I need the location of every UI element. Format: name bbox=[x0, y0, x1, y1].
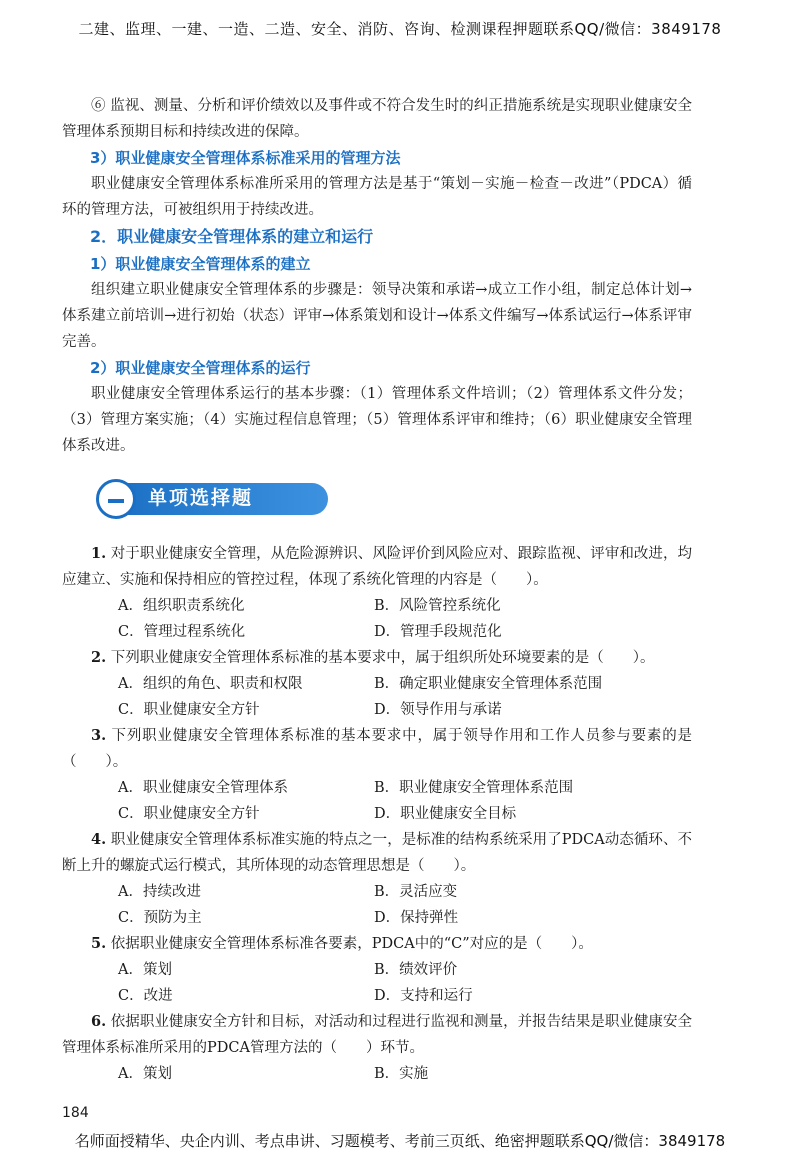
option-a: A．持续改进 bbox=[118, 884, 201, 900]
option-a: A．职业健康安全管理体系 bbox=[118, 780, 288, 796]
option-c: C．改进 bbox=[118, 988, 173, 1004]
question-item bbox=[62, 541, 692, 645]
question-text: 职业健康安全管理体系标准实施的特点之一，是标准的结构系统采用了PDCA动态循环、不断上升的螺旋式运行模式，其所体现的动态管理思想是（ ）。 bbox=[62, 832, 693, 874]
heading-run: 2）职业健康安全管理体系的运行 bbox=[90, 359, 311, 377]
dash-icon bbox=[108, 499, 124, 503]
question-text: 依据职业健康安全管理体系标准各要素，PDCA中的“C”对应的是（ ）。 bbox=[110, 936, 593, 952]
bottom-promo-banner: 名师面授精华、央企内训、考点串讲、习题模考、考前三页纸、绝密押题联系QQ/微信：3849178 bbox=[74, 1132, 726, 1150]
option-a: A．策划 bbox=[118, 962, 172, 978]
option-c: C．管理过程系统化 bbox=[118, 624, 246, 640]
question-text: 下列职业健康安全管理体系标准的基本要求中，属于组织所处环境要素的是（ ）。 bbox=[110, 650, 655, 666]
option-b: B．确定职业健康安全管理体系范围 bbox=[374, 676, 603, 692]
question-item bbox=[62, 723, 692, 827]
paragraph-item-6: ⑥ 监视、测量、分析和评价绩效以及事件或不符合发生时的纠正措施系统是实现职业健康安全管理体系预期目标和持续改进的保障。 bbox=[62, 98, 692, 140]
option-b: B．绩效评价 bbox=[374, 962, 458, 978]
page-number: 184 bbox=[62, 1105, 89, 1121]
question-item bbox=[62, 1009, 692, 1087]
question-number: 5. bbox=[91, 935, 107, 952]
paragraph-build: 组织建立职业健康安全管理体系的步骤是：领导决策和承诺→成立工作小组，制定总体计划→体系建立前培训→进行初始（状态）评审→体系策划和设计→体系文件编写→体系试运行→体系评审完善。 bbox=[62, 282, 692, 350]
question-item bbox=[62, 645, 692, 723]
heading-build: 1）职业健康安全管理体系的建立 bbox=[90, 255, 311, 273]
question-item bbox=[62, 931, 692, 1009]
section-title: 单项选择题 bbox=[148, 487, 254, 509]
question-number: 3. bbox=[91, 727, 107, 744]
question-number: 4. bbox=[91, 831, 107, 848]
option-a: A．策划 bbox=[118, 1066, 172, 1082]
option-a: A．组织职责系统化 bbox=[118, 598, 245, 614]
option-d: D．保持弹性 bbox=[374, 910, 459, 926]
question-text: 对于职业健康安全管理，从危险源辨识、风险评价到风险应对、跟踪监视、评审和改进，均应建立、实施和保持相应的管控过程，体现了系统化管理的内容是（ ）。 bbox=[62, 546, 692, 588]
option-d: D．支持和运行 bbox=[374, 988, 473, 1004]
question-number: 1. bbox=[91, 545, 107, 562]
option-d: D．管理手段规范化 bbox=[374, 624, 502, 640]
main-content bbox=[62, 93, 692, 1087]
option-d: D．职业健康安全目标 bbox=[374, 806, 517, 822]
question-text: 下列职业健康安全管理体系标准的基本要求中，属于领导作用和工作人员参与要素的是（ ）。 bbox=[62, 728, 692, 770]
option-b: B．风险管控系统化 bbox=[374, 598, 501, 614]
option-a: A．组织的角色、职责和权限 bbox=[118, 676, 303, 692]
option-d: D．领导作用与承诺 bbox=[374, 702, 502, 718]
question-text: 依据职业健康安全方针和目标，对活动和过程进行监视和测量，并报告结果是职业健康安全管理体系标准所采用的PDCA管理方法的（ ）环节。 bbox=[62, 1014, 692, 1056]
top-promo-banner: 二建、监理、一建、一造、二造、安全、消防、咨询、检测课程押题联系QQ/微信：3849178 bbox=[78, 20, 722, 38]
heading-build-and-run: 2．职业健康安全管理体系的建立和运行 bbox=[90, 227, 374, 246]
option-c: C．职业健康安全方针 bbox=[118, 806, 260, 822]
question-list bbox=[62, 541, 692, 1087]
section-number-icon bbox=[96, 479, 136, 519]
paragraph-run: 职业健康安全管理体系运行的基本步骤：（1）管理体系文件培训；（2）管理体系文件分发；（3）管理方案实施；（4）实施过程信息管理；（5）管理体系评审和维持；（6）职业健康安全管理体系改进。 bbox=[62, 386, 692, 454]
option-c: C．预防为主 bbox=[118, 910, 202, 926]
option-b: B．灵活应变 bbox=[374, 884, 458, 900]
option-b: B．实施 bbox=[374, 1066, 429, 1082]
option-b: B．职业健康安全管理体系范围 bbox=[374, 780, 574, 796]
question-number: 6. bbox=[91, 1013, 107, 1030]
heading-management-method: 3）职业健康安全管理体系标准采用的管理方法 bbox=[90, 149, 401, 167]
option-c: C．职业健康安全方针 bbox=[118, 702, 260, 718]
section-banner bbox=[96, 479, 336, 519]
question-number: 2. bbox=[91, 649, 107, 666]
paragraph-management-method: 职业健康安全管理体系标准所采用的管理方法是基于“策划－实施－检查－改进”（PDCA）循环的管理方法，可被组织用于持续改进。 bbox=[62, 176, 692, 218]
question-item bbox=[62, 827, 692, 931]
